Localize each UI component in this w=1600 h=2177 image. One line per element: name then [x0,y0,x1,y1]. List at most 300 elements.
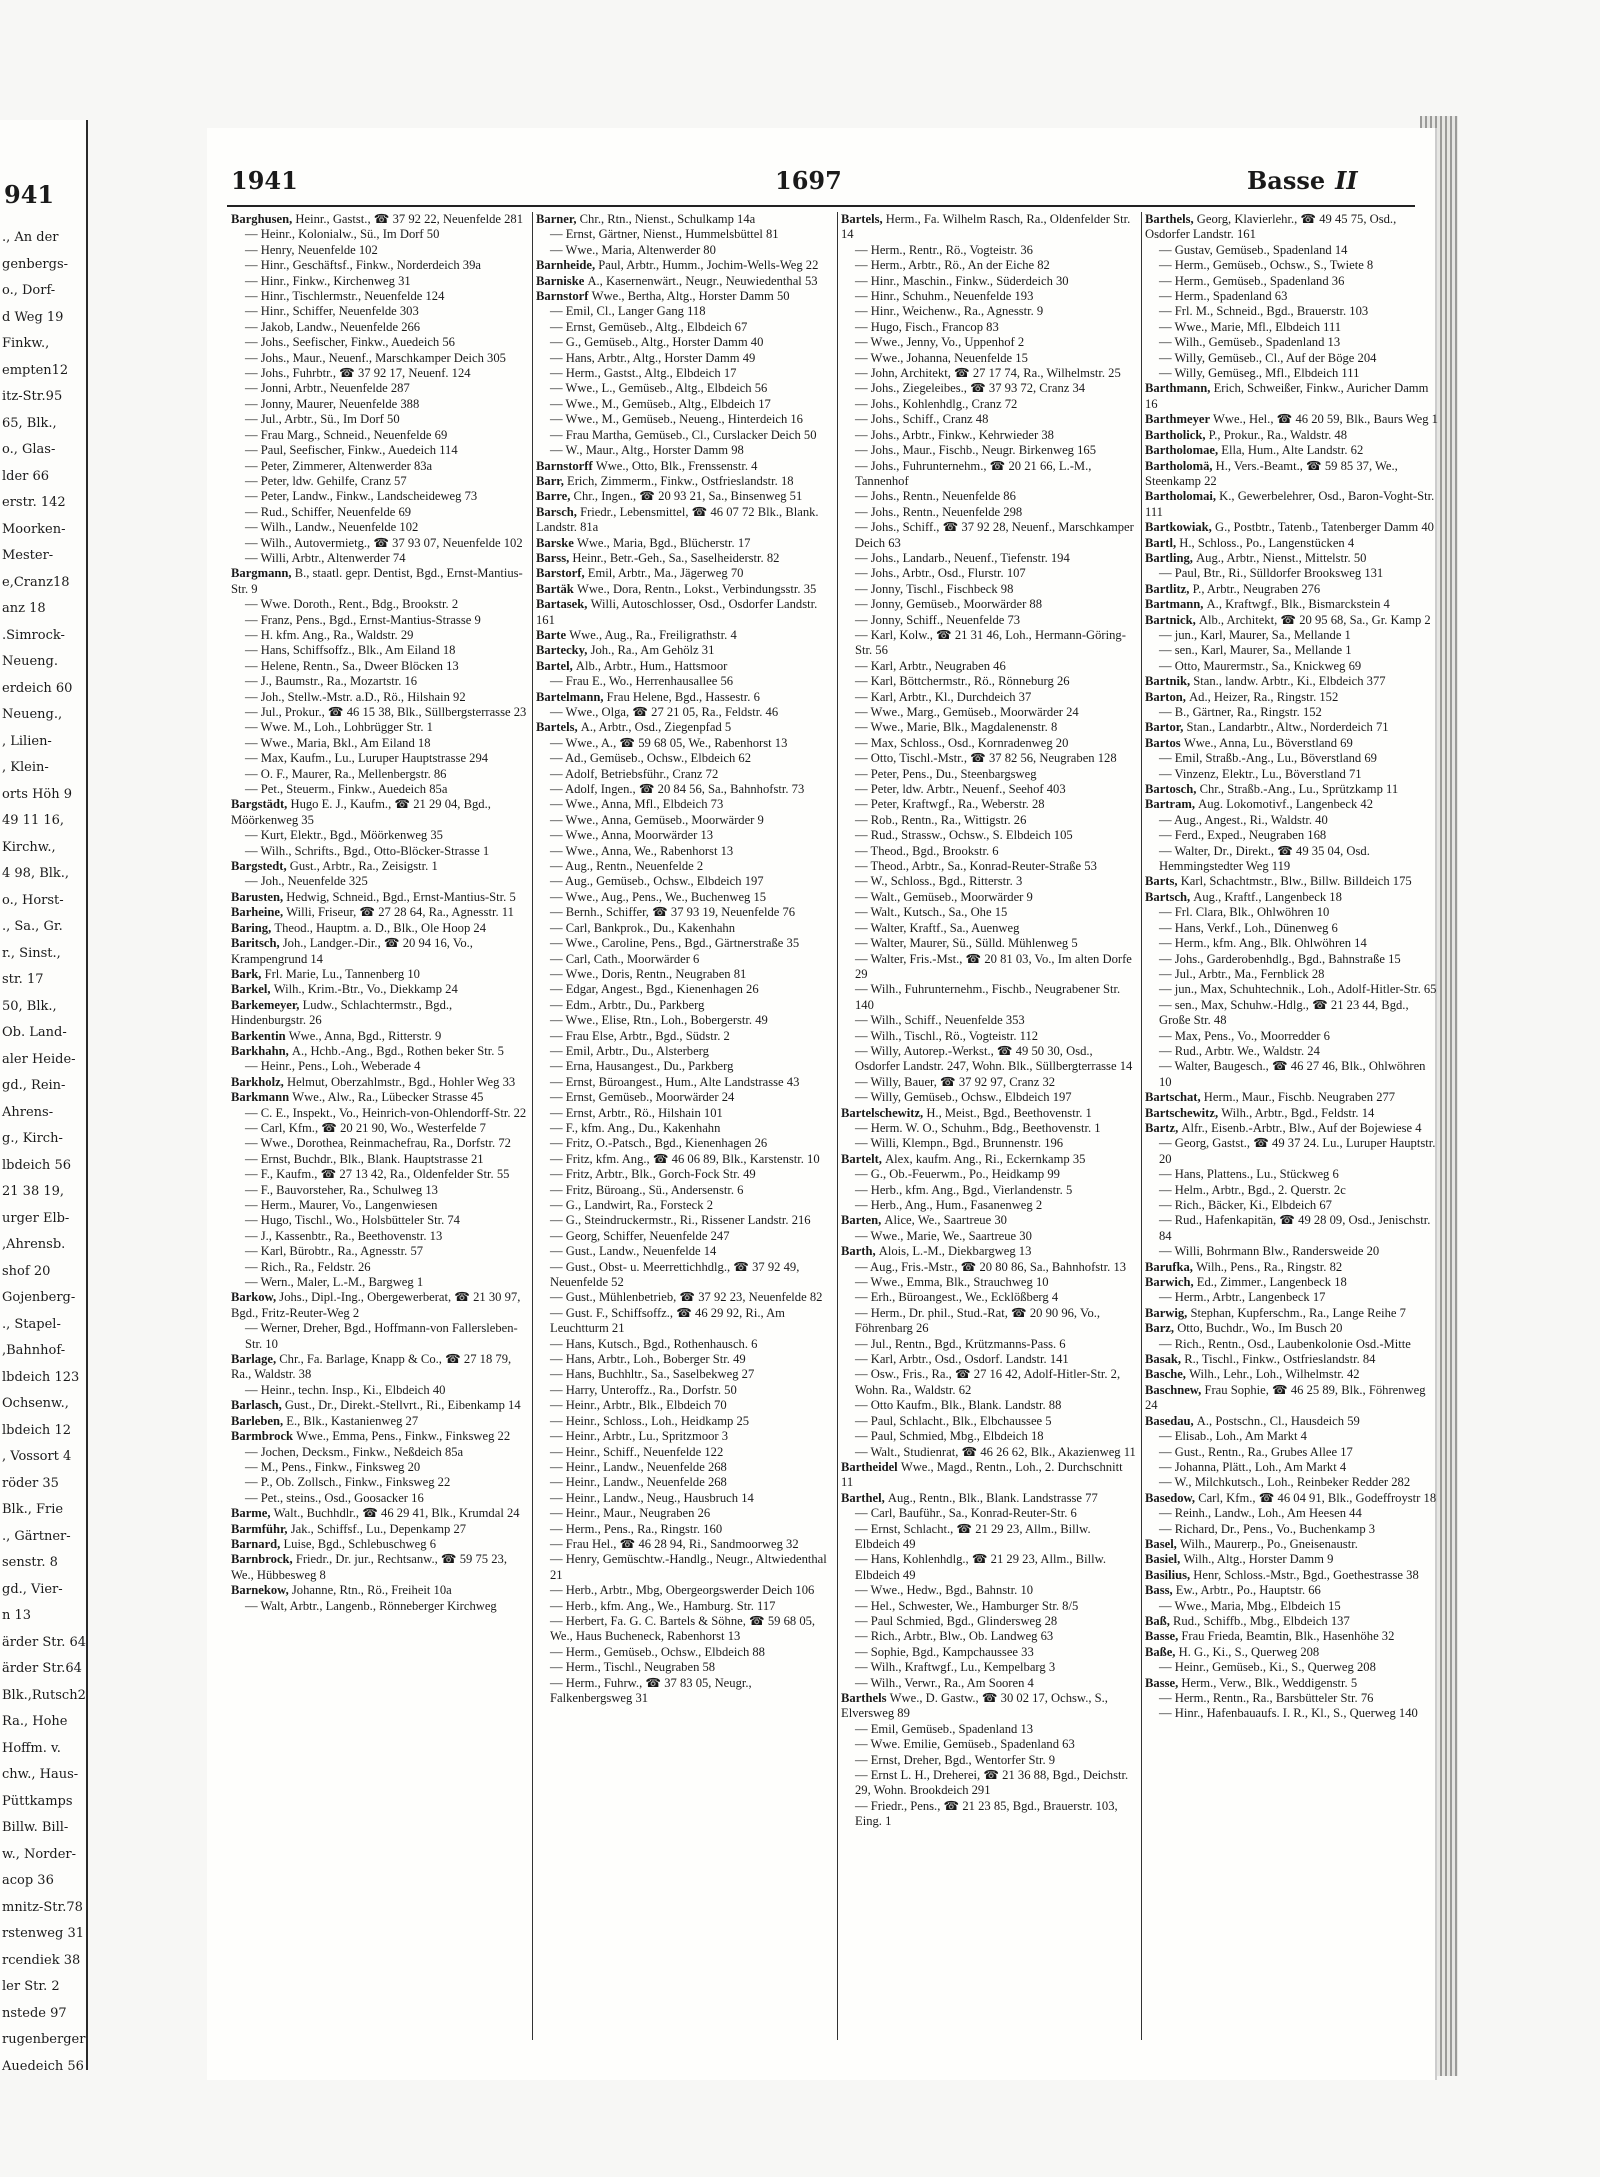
entry-surname: Bass, [1145,1583,1176,1598]
entry-details: — Bernh., Schiffer, ☎ 37 93 19, Neuenfelde 76 [550,905,796,920]
entry-surname: Bartelt, [841,1151,886,1166]
directory-entry [841,1753,1137,1768]
directory-entry [536,643,832,658]
entry-details: A., Postschn., Cl., Hausdeich 59 [1196,1413,1360,1428]
entry-details: — Walter, Maurer, Sü., Sülld. Mühlenweg 5 [855,936,1078,951]
directory-entry [1145,690,1441,705]
entry-details: — Aug., Rentn., Neuenfelde 2 [550,859,704,874]
directory-entry [536,628,832,643]
directory-entry [841,1722,1137,1737]
entry-details: — Herb., kfm. Ang., We., Hamburg. Str. 117 [550,1598,776,1613]
directory-entry [841,859,1137,874]
previous-page-line: 49 11 16, [2,813,65,828]
directory-entry [536,1306,832,1337]
directory-entry [231,505,527,520]
entry-details: — Henry, Neuenfelde 102 [245,242,378,257]
directory-entry [1145,489,1441,520]
directory-entry [536,1506,832,1521]
entry-details: — Gust. F., Schiffsoffz., ☎ 46 29 92, Ri., Am Leuchtturm 21 [550,1305,785,1336]
entry-details: Chr., Fa. Barlage, Knapp & Co., ☎ 27 18 79, Ra., Waldstr. 38 [231,1352,512,1382]
directory-entry [231,566,527,597]
entry-details: — Johs., Kohlenhdlg., Cranz 72 [855,396,1018,411]
entry-details: — Wwe., Anna, We., Rabenhorst 13 [550,843,734,858]
entry-details: — Carl, Bankprok., Du., Kakenhahn [550,920,736,935]
entry-details: Wwe., Hel., ☎ 46 20 59, Blk., Baurs Weg 1 [1212,412,1438,427]
directory-entry [841,304,1137,319]
entry-details: — Heinr., Gemüseb., Ki., S., Querweg 208 [1159,1660,1376,1675]
directory-entry [841,705,1137,720]
directory-entry [231,720,527,735]
entry-details: — Ad., Gemüseb., Ochsw., Elbdeich 62 [550,751,752,766]
entry-details: — Willy, Gemüseb., Ochsw., Elbdeich 197 [855,1090,1072,1105]
entry-details: — Max, Schloss., Osd., Kornradenweg 20 [855,735,1069,750]
entry-surname: Barme, [231,1506,274,1521]
directory-entry [1145,628,1441,643]
entry-details: K., Gewerbelehrer, Osd., Baron-Voght-Str. 111 [1145,489,1435,519]
directory-entry [536,1475,832,1490]
directory-entry [841,335,1137,350]
directory-entry [841,397,1137,412]
directory-entry [1145,1275,1441,1290]
entry-surname: Bartel, [536,658,576,673]
directory-entry [841,1260,1137,1275]
directory-entry [841,1352,1137,1367]
directory-entry [1145,1645,1441,1660]
entry-details: — Herm., Maurer, Vo., Langenwiesen [245,1198,438,1212]
directory-entry [536,536,832,551]
directory-entry [841,289,1137,304]
entry-surname: Bartheidel [841,1459,901,1474]
entry-details: — Wwe., Anna, Mfl., Elbdeich 73 [550,797,724,812]
directory-entry [231,212,527,227]
entry-surname: Bartkowiak, [1145,520,1215,535]
entry-surname: Barnstorf [536,289,592,304]
entry-details: A., Arbtr., Osd., Ziegenpfad 5 [580,720,732,735]
entry-details: Wwe., Anna, Lu., Böverstland 69 [1183,735,1353,750]
directory-entry [1145,443,1441,458]
entry-details: — Wilh., Landw., Neuenfelde 102 [245,520,419,535]
directory-entry [1145,890,1441,905]
entry-details: — Helm., Arbtr., Bgd., 2. Querstr. 2c [1159,1182,1346,1197]
directory-entry [1145,613,1441,628]
directory-entry [536,998,832,1013]
directory-entry [231,1044,527,1059]
entry-details: Heinr., Betr.-Geh., Sa., Saselheiderstr. 82 [572,550,780,565]
entry-details: H., Meist., Bgd., Beethovenstr. 1 [926,1105,1092,1120]
entry-details: — Fritz, Arbtr., Blk., Gorch-Fock Str. 49 [550,1167,756,1182]
directory-entry [231,227,527,242]
entry-surname: Bartelschewitz, [841,1105,927,1120]
directory-entry [231,782,527,797]
entry-details: — Hinr., Maschin., Finkw., Süderdeich 30 [855,273,1069,288]
entry-details: — Carl, Kfm., ☎ 20 21 90, Wo., Westerfelde 7 [245,1120,486,1135]
directory-entry [536,1121,832,1136]
entry-surname: Bartsch, [1145,889,1194,904]
entry-details: — Walter, Fris.-Mst., ☎ 20 81 03, Vo., Im alten Dorfe 29 [855,951,1132,981]
entry-details: — Emil, Cl., Langer Gang 118 [550,304,706,319]
previous-page-line: g., Kirch- [2,1131,63,1146]
directory-entry [841,258,1137,273]
directory-entry [841,428,1137,443]
previous-page-fragment [0,120,88,2070]
directory-entry [841,1029,1137,1044]
entry-details: Georg, Klavierlehr., ☎ 49 45 75, Osd., Osdorfer Landstr. 161 [1145,212,1397,242]
entry-details: — G., Gemüseb., Altg., Horster Damm 40 [550,335,764,350]
entry-details: — Wilh., Autovermietg., ☎ 37 93 07, Neuenfelde 102 [245,535,523,550]
directory-entry [1145,1706,1441,1721]
directory-entry [841,844,1137,859]
directory-entry [536,705,832,720]
directory-entry [841,1229,1137,1244]
entry-details: — Ferd., Exped., Neugraben 168 [1159,828,1327,843]
entry-details: — Georg, Gastst., ☎ 49 37 24. Lu., Luruper Hauptstr. 20 [1159,1136,1436,1166]
directory-entry [536,736,832,751]
directory-entry [1145,797,1441,812]
previous-page-line: e,Cranz18 [2,574,70,590]
entry-surname: Barmführ, [231,1521,291,1536]
directory-entry [841,505,1137,520]
directory-entry [841,351,1137,366]
entry-details: Chr., Straßb.-Ang., Lu., Sprützkamp 11 [1199,782,1399,797]
directory-entry [841,566,1137,581]
entry-details: Alex, kaufm. Ang., Ri., Eckernkamp 35 [885,1151,1086,1166]
previous-page-line: urger Elb- [2,1210,70,1226]
directory-entry [536,1645,832,1660]
entry-details: — Fritz, O.-Patsch., Bgd., Kienenhagen 26 [550,1136,768,1151]
directory-entry [841,1106,1137,1121]
entry-details: — Emil, Straßb.-Ang., Lu., Böverstland 69 [1159,751,1377,766]
entry-details: — Johs., Maur., Fischb., Neugr. Birkenweg 165 [855,443,1097,458]
entry-details: — Osw., Fris., Ra., ☎ 27 16 42, Adolf-Hitler-Str. 2, Wohn. Ra., Waldstr. 62 [855,1367,1121,1397]
directory-entry [841,936,1137,951]
directory-entry [1145,289,1441,304]
entry-details: — Jonni, Arbtr., Neuenfelde 287 [245,381,410,396]
entry-details: P., Prokur., Ra., Waldstr. 48 [1208,427,1348,442]
entry-details: — Hans, Kohlenhdlg., ☎ 21 29 23, Allm., Billw. Elbdeich 49 [855,1552,1107,1582]
entry-details: — Herb., Arbtr., Mbg, Obergeorgswerder Deich 106 [550,1583,815,1598]
entry-details: — Carl, Cath., Moorwärder 6 [550,951,700,966]
entry-details: — Herm., Gemüseb., Spadenland 36 [1159,273,1345,288]
entry-details: — Rob., Rentn., Ra., Wittigstr. 26 [855,812,1027,827]
directory-entry [1145,351,1441,366]
entry-details: — Jonny, Gemüseb., Moorwärder 88 [855,597,1043,612]
entry-surname: Bartos [1145,735,1184,750]
entry-details: — Ernst, Arbtr., Rö., Hilshain 101 [550,1105,723,1120]
directory-entry [841,1398,1137,1413]
entry-details: G., Postbtr., Tatenb., Tatenberger Damm 40 [1214,520,1434,535]
directory-entry [1145,1475,1441,1490]
entry-surname: Basche, [1145,1367,1190,1382]
entry-details: — Pet., Steuerm., Finkw., Auedeich 85a [245,782,448,797]
entry-details: — Peter, Zimmerer, Altenwerder 83a [245,458,433,473]
entry-surname: Barwig, [1145,1305,1191,1320]
directory-entry [231,643,527,658]
entry-surname: Barkhahn, [231,1043,292,1058]
directory-entry [841,1275,1137,1290]
directory-entry [231,1167,527,1182]
entry-surname: Bartmann, [1145,597,1207,612]
previous-page-line: , Klein- [2,760,49,775]
directory-entry [1145,1660,1441,1675]
directory-column-1 [231,212,527,2042]
entry-details: — Rud., Hafenkapitän, ☎ 49 28 09, Osd., Jenischstr. 84 [1159,1213,1431,1243]
entry-details: — Helene, Rentn., Sa., Dweer Blöcken 13 [245,658,459,673]
directory-entry [1145,1552,1441,1567]
directory-entry [841,1506,1137,1521]
entry-details: — Jul., Rentn., Bgd., Krützmanns-Pass. 6 [855,1336,1066,1351]
directory-entry [231,998,527,1029]
directory-entry [231,459,527,474]
entry-surname: Barten, [841,1213,885,1228]
entry-details: — Willy, Autorep.-Werkst., ☎ 49 50 30, Osd., Osdorfer Landstr. 247, Wohn. Blk., Süllbergterrasse 14 [855,1043,1133,1074]
entry-details: — Herm., Tischl., Neugraben 58 [550,1660,716,1675]
directory-entry [1145,1090,1441,1105]
entry-details: — Aug., Angest., Ri., Waldstr. 40 [1159,812,1328,827]
entry-details: — Wern., Maler, L.-M., Bargweg 1 [245,1275,424,1290]
directory-entry [1145,335,1441,350]
entry-surname: Barkmann [231,1090,293,1105]
entry-details: — Walt, Arbtr., Langenb., Rönneberger Kirchweg [245,1598,497,1613]
directory-entry [841,1491,1137,1506]
directory-entry [231,1460,527,1475]
entry-details: — Willi, Arbtr., Altenwerder 74 [245,550,406,565]
entry-details: — Wwe., Olga, ☎ 27 21 05, Ra., Feldstr. 46 [550,705,779,719]
entry-surname: Basedau, [1145,1413,1197,1428]
previous-page-line: nstede 97 [2,2005,67,2021]
directory-entry [231,982,527,997]
directory-column-2 [536,212,832,2042]
entry-surname: Basiel, [1145,1552,1184,1567]
directory-entry [841,212,1137,243]
previous-page-line: Neueng. [2,654,58,669]
entry-details: — Wwe. Emilie, Gemüseb., Spadenland 63 [855,1737,1075,1752]
entry-details: — Adolf, Betriebsführ., Cranz 72 [550,766,719,781]
entry-details: — sen., Karl, Maurer, Sa., Mellande 1 [1159,643,1352,658]
directory-entry [841,381,1137,396]
entry-details: Frl. Marie, Lu., Tannenberg 10 [264,966,420,981]
entry-surname: Baschnew, [1145,1382,1205,1397]
entry-details: — Walt., Kutsch., Sa., Ohe 15 [855,905,1008,920]
entry-details: — Walter, Baugesch., ☎ 46 27 46, Blk., Ohlwöhren 10 [1159,1059,1426,1089]
entry-surname: Barthels [841,1691,890,1705]
directory-entry [231,705,527,720]
entry-details: Wwe., Anna, Bgd., Ritterstr. 9 [288,1028,442,1043]
entry-details: — Heinr., Kolonialw., Sü., Im Dorf 50 [245,227,440,242]
directory-entry [536,1398,832,1413]
entry-surname: Bartholomä, [1145,458,1216,473]
entry-surname: Barr, [536,473,568,488]
previous-page-line: Billw. Bill- [2,1820,69,1835]
directory-entry [536,1599,832,1614]
previous-page-line: Blk.,Rutsch2 [2,1687,86,1703]
previous-page-line: Hoffm. v. [2,1740,61,1756]
entry-details: — W., Maur., Altg., Horster Damm 98 [550,443,744,458]
previous-page-line: Finkw., [2,336,50,351]
directory-entry [536,1676,832,1707]
entry-details: — Ernst, Gärtner, Nienst., Hummelsbüttel 81 [550,227,779,242]
directory-entry [231,859,527,874]
directory-entry [536,1383,832,1398]
previous-page-line: 50, Blk., [2,998,57,1014]
directory-entry [536,1367,832,1382]
directory-entry [231,674,527,689]
entry-details: — Wilh., Fuhrunternehm., Fischb., Neugrabener Str. 140 [855,982,1121,1012]
entry-surname: Bark, [231,966,265,981]
directory-entry [231,1029,527,1044]
entry-details: — Heinr., techn. Insp., Ki., Elbdeich 40 [245,1382,446,1397]
entry-details: — Paul, Seefischer, Finkw., Auedeich 114 [245,443,458,458]
directory-entry [1145,243,1441,258]
entry-details: — Karl, Arbtr., Kl., Durchdeich 37 [855,689,1032,704]
entry-details: — Werner, Dreher, Bgd., Hoffmann-von Fallersleben-Str. 10 [245,1321,518,1351]
previous-page-year: 941 [4,180,55,209]
entry-details: Friedr., Dr. jur., Rechtsanw., ☎ 59 75 23, We., Hübbesweg 8 [231,1552,507,1582]
entry-details: Stephan, Kupferschm., Ra., Lange Reihe 7 [1190,1305,1406,1320]
entry-details: Helmut, Oberzahlmstr., Bgd., Hohler Weg 33 [286,1074,516,1089]
entry-details: — Wilh., Verwr., Ra., Am Sooren 4 [855,1675,1034,1690]
previous-page-line: erdeich 60 [2,680,73,696]
directory-entry [841,736,1137,751]
directory-entry [536,320,832,335]
directory-entry [841,767,1137,782]
directory-entry [841,412,1137,427]
previous-page-line: ler Str. 2 [2,1979,60,1994]
previous-page-line: Ochsenw., [2,1396,69,1411]
directory-entry [231,397,527,412]
previous-page-line: o., Dorf- [2,283,56,298]
entry-details: — O. F., Maurer, Ra., Mellenbergstr. 86 [245,766,447,781]
entry-details: — Johs., Schiff., Cranz 48 [855,412,989,427]
directory-entry [841,1460,1137,1491]
directory-entry [231,520,527,535]
entry-details: — Gustav, Gemüseb., Spadenland 14 [1159,242,1348,257]
directory-entry [536,1229,832,1244]
directory-entry [841,628,1137,659]
entry-details: Wwe., Alw., Ra., Lübecker Strasse 45 [292,1090,484,1105]
entry-details: — Emil, Gemüseb., Spadenland 13 [855,1721,1034,1736]
entry-details: Jak., Schiffsf., Lu., Depenkamp 27 [290,1521,467,1536]
directory-entry [231,1121,527,1136]
entry-surname: Bartels, [841,212,886,226]
entry-details: Ludw., Schlachtermstr., Bgd., Hindenburgstr. 26 [231,997,453,1028]
directory-entry [536,412,832,427]
entry-details: — J., Baumstr., Ra., Mozartstr. 16 [245,674,418,689]
entry-details: — Peter, Landw., Finkw., Landscheideweg 73 [245,489,478,504]
entry-details: — Karl, Bürobtr., Ra., Agnesstr. 57 [245,1244,424,1259]
entry-details: — Herm., Arbtr., Langenbeck 17 [1159,1290,1326,1305]
entry-surname: Barlage, [231,1352,280,1367]
entry-details: — G., Landwirt, Ra., Forsteck 2 [550,1198,713,1212]
directory-entry [1145,1321,1441,1336]
directory-entry [536,1136,832,1151]
entry-surname: Barthel, [841,1490,888,1505]
entry-details: Wwe., Emma, Pens., Finkw., Finksweg 22 [296,1429,511,1444]
directory-entry [536,1290,832,1305]
directory-entry [841,690,1137,705]
previous-page-line: Moorken- [2,521,66,537]
directory-entry [231,628,527,643]
entry-details: P., Arbtr., Neugraben 276 [1192,581,1321,596]
entry-details: — Herm., kfm. Ang., Blk. Ohlwöhren 14 [1159,936,1367,951]
directory-entry [536,443,832,458]
entry-details: — Frau Hel., ☎ 46 28 94, Ri., Sandmoorweg 32 [550,1536,799,1551]
entry-details: — Georg, Schiffer, Neuenfelde 247 [550,1228,730,1243]
directory-entry [536,1537,832,1552]
directory-entry [536,335,832,350]
directory-entry [841,813,1137,828]
entry-details: — Frau Martha, Gemüseb., Cl., Curslacker Deich 50 [550,427,817,442]
entry-details: Paul, Arbtr., Humm., Jochim-Wells-Weg 22 [598,258,819,273]
entry-details: Hedwig, Schneid., Bgd., Ernst-Mantius-Str. 5 [286,889,516,904]
entry-surname: Barkemeyer, [231,997,303,1012]
directory-entry [1145,967,1441,982]
directory-entry [231,1183,527,1198]
entry-details: Wwe., Magd., Rentn., Loh., 2. Durchschnitt 11 [841,1459,1123,1490]
previous-page-line: orts Höh 9 [2,786,73,802]
entry-details: — Johs., Maur., Neuenf., Marschkamper Deich 305 [245,350,506,365]
previous-page-line: 21 38 19, [2,1184,65,1199]
directory-entry [1145,1337,1441,1352]
directory-entry [841,1183,1137,1198]
entry-details: — Paul, Btr., Ri., Sülldorfer Brooksweg 131 [1159,566,1384,581]
directory-entry [536,381,832,396]
directory-entry [231,1599,527,1614]
entry-details: — Hans, Schiffsoffz., Blk., Am Eiland 18 [245,643,456,658]
directory-entry [1145,551,1441,566]
directory-entry [536,1583,832,1598]
directory-entry [841,1367,1137,1398]
directory-entry [841,952,1137,983]
directory-entry [536,212,832,227]
directory-entry [841,782,1137,797]
entry-details: — Wwe., Marg., Gemüseb., Moorwärder 24 [855,705,1079,719]
directory-entry [231,1244,527,1259]
directory-entry [1145,1676,1441,1691]
entry-details: — Wwe., Anna, Gemüseb., Moorwärder 9 [550,812,764,827]
directory-entry [841,551,1137,566]
entry-details: — Wwe. M., Loh., Lohbrügger Str. 1 [245,720,433,735]
entry-details: — Henry, Gemüschtw.-Handlg., Neugr., Altwiedenthal 21 [550,1552,827,1582]
entry-surname: Barnard, [231,1536,284,1551]
column-divider [837,212,838,2040]
directory-entry [1145,736,1441,751]
entry-details: — Reinh., Landw., Loh., Am Heesen 44 [1159,1506,1362,1521]
directory-entry [536,474,832,489]
entry-surname: Bartecky, [536,643,591,658]
directory-entry [536,227,832,242]
entry-details: — Adolf, Ingen., ☎ 20 84 56, Sa., Bahnhofstr. 73 [550,782,805,797]
entry-details: — Rud., Arbtr. We., Waldstr. 24 [1159,1043,1320,1058]
directory-entry [536,551,832,566]
previous-page-line: gd., Vier- [2,1581,63,1597]
directory-entry [1145,1306,1441,1321]
entry-surname: Barz, [1145,1321,1178,1336]
entry-details: B., staatl. gepr. Dentist, Bgd., Ernst-Mantius-Str. 9 [231,566,523,596]
entry-details: Wwe., Otto, Blk., Frenssenstr. 4 [595,458,758,473]
entry-details: — Hinr., Finkw., Kirchenweg 31 [245,273,411,288]
directory-entry [1145,1198,1441,1213]
directory-entry [841,1213,1137,1228]
entry-details: — G., Steindruckermstr., Ri., Rissener Landstr. 216 [550,1213,811,1228]
directory-entry [841,905,1137,920]
entry-details: — Aug., Gemüseb., Ochsw., Elbdeich 197 [550,874,764,889]
entry-details: Rud., Schiffb., Mbg., Elbdeich 137 [1173,1613,1350,1628]
entry-details: Herm., Verw., Blk., Weddigenstr. 5 [1181,1675,1358,1690]
entry-details: — F., Bauvorsteher, Ra., Schulweg 13 [245,1182,438,1197]
directory-entry [1145,1367,1441,1382]
entry-details: — Hans, Arbtr., Loh., Boberger Str. 49 [550,1352,746,1367]
entry-details: — Johs., Landarb., Neuenf., Tiefenstr. 194 [855,550,1070,565]
